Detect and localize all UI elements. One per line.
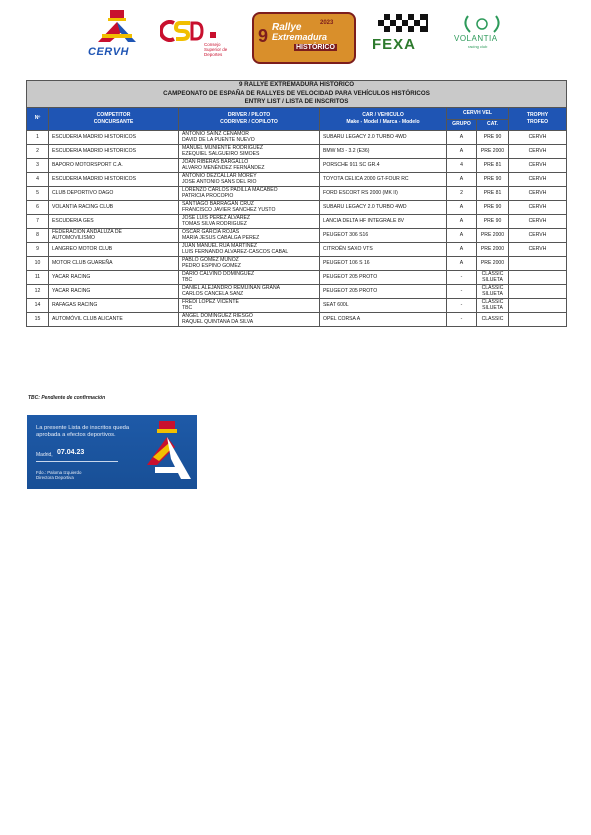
- table-row: [27, 130, 567, 144]
- cell-crew: [179, 130, 320, 144]
- cell-num: 8: [27, 228, 49, 242]
- table-row: [27, 284, 567, 298]
- codriver-name: EZEQUIEL SALGUEIRO SIMOES: [182, 151, 260, 157]
- cell-crew: [179, 242, 320, 256]
- col-car: [320, 107, 447, 130]
- rallye-year: 2023: [320, 20, 334, 26]
- cell-trophy: CERVH: [509, 186, 567, 200]
- rallye-title-1: Rallye: [272, 22, 302, 33]
- table-title: [27, 81, 567, 108]
- cell-num: 1: [27, 130, 49, 144]
- cell-crew: [179, 186, 320, 200]
- table-row: [27, 270, 567, 284]
- cell-cat: PRE 90: [477, 130, 509, 144]
- cell-car: TOYOTA CELICA 2000 GT-FOUR RC: [320, 172, 447, 186]
- csd-text-2: Superior de: [204, 47, 228, 52]
- cell-cat: PRE 2000: [477, 242, 509, 256]
- csd-mark-icon: [160, 20, 204, 42]
- cell-competitor: [49, 312, 179, 326]
- cell-grupo: 4: [447, 158, 477, 172]
- cell-cat: PRE 90: [477, 214, 509, 228]
- cervh-logo: [84, 8, 150, 64]
- driver-name: FREDI LOPEZ VICENTE: [182, 298, 239, 305]
- approval-stamp: [27, 415, 197, 489]
- competitor-line: AUTOMÓVIL CLUB ALICANTE: [52, 315, 123, 322]
- cell-car: SEAT 600L: [320, 298, 447, 312]
- cell-trophy: [509, 298, 567, 312]
- table-body: [27, 130, 567, 326]
- col-driver: [179, 107, 320, 130]
- cell-cat: CLASSIC SILUETA: [477, 270, 509, 284]
- cell-trophy: CERVH: [509, 228, 567, 242]
- cell-crew: [179, 200, 320, 214]
- cell-cat: CLASSIC SILUETA: [477, 284, 509, 298]
- cell-num: 10: [27, 256, 49, 270]
- cell-competitor: [49, 158, 179, 172]
- stamp-place: Madrid,: [36, 452, 53, 458]
- col-grupo: GRUPO: [447, 119, 477, 130]
- cell-cat: CLASSIC: [477, 312, 509, 326]
- cell-grupo: A: [447, 144, 477, 158]
- cell-cat: PRE 90: [477, 172, 509, 186]
- cell-car: PEUGEOT 106 S 16: [320, 256, 447, 270]
- cell-cat: PRE 2000: [477, 256, 509, 270]
- cell-grupo: A: [447, 214, 477, 228]
- signature-role: Directora Deportiva: [36, 475, 74, 480]
- csd-logo: [160, 20, 240, 60]
- table-row: [27, 298, 567, 312]
- col-cat: CAT.: [477, 119, 509, 130]
- cell-cat: PRE 81: [477, 158, 509, 172]
- col-trophy: [509, 107, 567, 130]
- cell-trophy: CERVH: [509, 130, 567, 144]
- cell-crew: [179, 214, 320, 228]
- cell-competitor: [49, 228, 179, 242]
- signature-name: Fdo.: Paloma Izquierdo: [36, 470, 82, 475]
- cell-grupo: A: [447, 256, 477, 270]
- tbc-note: TBC: Pendiente de confirmación: [28, 395, 106, 401]
- cell-grupo: -: [447, 284, 477, 298]
- cell-car: SUBARU LEGACY 2.0 TURBO 4WD: [320, 130, 447, 144]
- cell-competitor: [49, 242, 179, 256]
- small-crown-icon: [208, 30, 218, 40]
- col-trophy-en: TROPHY: [526, 112, 549, 119]
- codriver-name: CARLOS CANCELA SANZ: [182, 291, 244, 297]
- csd-text-1: Consejo: [204, 42, 221, 47]
- driver-name: DARIO CALVIÑO DOMINGUEZ: [182, 270, 255, 277]
- cell-grupo: 2: [447, 186, 477, 200]
- codriver-name: PEDRO ESPINO GOMEZ: [182, 263, 241, 269]
- competitor-line: ESCUDERIA MADRID HISTORICOS: [52, 175, 136, 182]
- cell-cat: CLASSIC SILUETA: [477, 298, 509, 312]
- rallye-logo: [252, 12, 356, 64]
- cell-crew: [179, 172, 320, 186]
- competitor-line: RAFAGAS RACING: [52, 301, 98, 308]
- cell-num: 9: [27, 242, 49, 256]
- competitor-line: FEDERACIÓN ANDALUZA DE: [52, 228, 122, 235]
- cell-trophy: [509, 256, 567, 270]
- cell-car: PEUGEOT 205 PROTO: [320, 284, 447, 298]
- stamp-text: [36, 425, 136, 439]
- cell-num: 15: [27, 312, 49, 326]
- cell-trophy: CERVH: [509, 158, 567, 172]
- codriver-name: TBC: [182, 277, 193, 283]
- cell-num: 2: [27, 144, 49, 158]
- codriver-name: LUIS FERNANDO ALVAREZ-CASCOS CABAL: [182, 249, 289, 255]
- cell-trophy: CERVH: [509, 200, 567, 214]
- list-title: ENTRY LIST / LISTA DE INSCRITOS: [244, 98, 349, 105]
- driver-name: ANGEL DOMINGUEZ RIESGO: [182, 312, 253, 319]
- col-cervh-vel: CERVH VEL: [447, 107, 509, 119]
- cell-trophy: [509, 312, 567, 326]
- cell-grupo: A: [447, 228, 477, 242]
- col-num: Nº: [27, 107, 49, 130]
- col-driver-2: CODRIVER / COPILOTO: [220, 118, 278, 125]
- cell-competitor: [49, 186, 179, 200]
- competitor-line: ESCUDERIA MADRID HISTORICOS: [52, 147, 136, 154]
- cell-crew: [179, 270, 320, 284]
- driver-name: DANIEL ALEJANDRO REMUIÑAN GRAÑA: [182, 284, 281, 291]
- cell-car: BMW M3 - 3.2 (E36): [320, 144, 447, 158]
- volantia-subtext: racing club: [468, 44, 488, 49]
- cell-trophy: CERVH: [509, 242, 567, 256]
- col-competitor-es: CONCURSANTE: [93, 118, 134, 125]
- cell-num: 7: [27, 214, 49, 228]
- cell-trophy: CERVH: [509, 172, 567, 186]
- driver-name: OSCAR GARCIA ROJAS: [182, 228, 240, 235]
- table-row: [27, 186, 567, 200]
- cell-car: LANCIA DELTA HF INTEGRALE 8V: [320, 214, 447, 228]
- codriver-name: JOSE ANTONIO SANS DEL RIO: [182, 179, 257, 185]
- cell-grupo: -: [447, 298, 477, 312]
- cell-trophy: CERVH: [509, 214, 567, 228]
- cell-cat: PRE 2000: [477, 228, 509, 242]
- codriver-name: MARIA JESUS CABALGA PEREZ: [182, 235, 260, 241]
- cell-num: 11: [27, 270, 49, 284]
- cell-crew: [179, 144, 320, 158]
- cell-competitor: [49, 144, 179, 158]
- cell-num: 3: [27, 158, 49, 172]
- cell-car: PORSCHE 911 SC GR.4: [320, 158, 447, 172]
- col-competitor: [49, 107, 179, 130]
- stamp-date: 07.04.23: [57, 449, 85, 456]
- cell-num: 12: [27, 284, 49, 298]
- competitor-line: ESCUDERIA GES: [52, 217, 94, 224]
- cell-crew: [179, 298, 320, 312]
- rallye-title-3: HISTÓRICO: [296, 44, 335, 51]
- volantia-logo: [452, 14, 512, 60]
- codriver-name: ALVARO MENÉNDEZ FERNÁNDEZ: [182, 165, 265, 171]
- col-trophy-es: TROFEO: [526, 118, 549, 125]
- cell-competitor: [49, 200, 179, 214]
- driver-name: PABLO GOMEZ MUÑOZ: [182, 256, 239, 263]
- driver-name: JOSE LUIS PÉREZ ALVAREZ: [182, 214, 251, 221]
- laurel-icon: [452, 14, 512, 34]
- col-driver-1: DRIVER / PILOTO: [227, 112, 271, 119]
- table-row: [27, 158, 567, 172]
- cell-car: PEUGEOT 306 S16: [320, 228, 447, 242]
- competitor-line: VOLANTIA RACING CLUB: [52, 203, 114, 210]
- driver-name: MANUEL MUNIENTE RODRIGUEZ: [182, 144, 264, 151]
- fexa-text: FEXA: [372, 36, 417, 53]
- signature-line: [36, 461, 118, 462]
- cell-grupo: A: [447, 242, 477, 256]
- col-car-1: CAR / VEHICULO: [362, 112, 404, 119]
- cell-trophy: [509, 284, 567, 298]
- cell-car: PEUGEOT 205 PROTO: [320, 270, 447, 284]
- codriver-name: RAQUEL QUINTANA DA SILVA: [182, 319, 254, 325]
- cell-car: CITROËN SAXO VTS: [320, 242, 447, 256]
- cell-crew: [179, 256, 320, 270]
- table-row: [27, 144, 567, 158]
- cell-car: SUBARU LEGACY 2.0 TURBO 4WD: [320, 200, 447, 214]
- logo-bar: [0, 0, 591, 70]
- competitor-line: MOTOR CLUB GUAREÑA: [52, 259, 113, 266]
- rallye-title-2: Extremadura: [272, 32, 328, 42]
- codriver-name: TOMAS SILVA RODRIGUEZ: [182, 221, 247, 227]
- competitor-line: YACAR RACING: [52, 273, 91, 280]
- cervh-text: CERVH: [88, 46, 130, 58]
- driver-name: ANTONIO DEZCALLAR MOREY: [182, 172, 257, 179]
- cell-num: 14: [27, 298, 49, 312]
- table-row: [27, 312, 567, 326]
- competitor-line: CLUB DEPORTIVO DAGO: [52, 189, 114, 196]
- competitor-line: AUTOMOVILISMO: [52, 235, 95, 241]
- driver-name: ANTONIO SAINZ CENAMOR: [182, 130, 249, 137]
- table-row: [27, 256, 567, 270]
- cell-num: 6: [27, 200, 49, 214]
- competitor-line: LANGREO MOTOR CLUB: [52, 245, 113, 252]
- championship-title: CAMPEONATO DE ESPAÑA DE RALLYES DE VELOCIDAD PARA VEHÍCULOS HISTÓRICOS: [163, 89, 430, 97]
- csd-text-3: Deportes: [204, 52, 223, 57]
- codriver-name: DAVID DE LA PUENTE NUEVO: [182, 137, 255, 143]
- cell-num: 4: [27, 172, 49, 186]
- competitor-line: BAPORO MOTORSPORT C.A.: [52, 161, 123, 168]
- stamp-signature: [36, 470, 81, 480]
- table-row: [27, 172, 567, 186]
- stamp-text-1: La presente Lista de inscritos queda: [36, 425, 130, 431]
- cell-cat: PRE 81: [477, 186, 509, 200]
- table-row: [27, 242, 567, 256]
- cell-trophy: [509, 270, 567, 284]
- cell-competitor: [49, 214, 179, 228]
- cell-car: OPEL CORSA A: [320, 312, 447, 326]
- table-row: [27, 228, 567, 242]
- cell-cat: PRE 90: [477, 200, 509, 214]
- cell-crew: [179, 284, 320, 298]
- rfeda-emblem-icon: [141, 419, 195, 487]
- cell-grupo: A: [447, 172, 477, 186]
- codriver-name: PATRICIA PROCOPIO: [182, 193, 234, 199]
- cell-competitor: [49, 298, 179, 312]
- table-row: [27, 214, 567, 228]
- rallye-number: 9: [258, 26, 269, 46]
- driver-name: SANTIAGO BARRAGAN CRUZ: [182, 200, 254, 207]
- cell-trophy: CERVH: [509, 144, 567, 158]
- checkered-flag-icon: [368, 12, 438, 36]
- codriver-name: TBC: [182, 305, 193, 311]
- table-row: [27, 200, 567, 214]
- col-competitor-en: COMPETITOR: [96, 112, 131, 119]
- cell-competitor: [49, 270, 179, 284]
- event-title: 9 RALLYE EXTREMADURA HISTÓRICO: [238, 81, 355, 88]
- cell-competitor: [49, 130, 179, 144]
- col-car-2: Make - Model / Marca - Modelo: [346, 118, 420, 125]
- driver-name: LORENZO CARLOS PADILLA MACABEO: [182, 186, 278, 193]
- cell-grupo: -: [447, 270, 477, 284]
- cell-grupo: A: [447, 130, 477, 144]
- cell-grupo: A: [447, 200, 477, 214]
- competitor-line: ESCUDERIA MADRID HISTORICOS: [52, 133, 136, 140]
- cell-car: FORD ESCORT RS 2000 (MK II): [320, 186, 447, 200]
- cell-crew: [179, 228, 320, 242]
- driver-name: JOAN RIBERAS BARGALLO: [182, 158, 249, 165]
- codriver-name: FRANCISCO JAVIER SANCHEZ YUSTO: [182, 207, 276, 213]
- cell-competitor: [49, 284, 179, 298]
- volantia-text: VOLANTIA: [454, 34, 498, 43]
- driver-name: JUAN MANUEL RUA MARTINEZ: [182, 242, 258, 249]
- cell-competitor: [49, 256, 179, 270]
- cell-crew: [179, 312, 320, 326]
- fexa-logo: [368, 12, 438, 60]
- entry-list-table: [26, 80, 567, 327]
- cell-cat: PRE 2000: [477, 144, 509, 158]
- cell-num: 5: [27, 186, 49, 200]
- cell-crew: [179, 158, 320, 172]
- cell-competitor: [49, 172, 179, 186]
- stamp-text-2: aprobada a efectos deportivos.: [36, 432, 116, 438]
- cell-grupo: -: [447, 312, 477, 326]
- competitor-line: YACAR RACING: [52, 287, 91, 294]
